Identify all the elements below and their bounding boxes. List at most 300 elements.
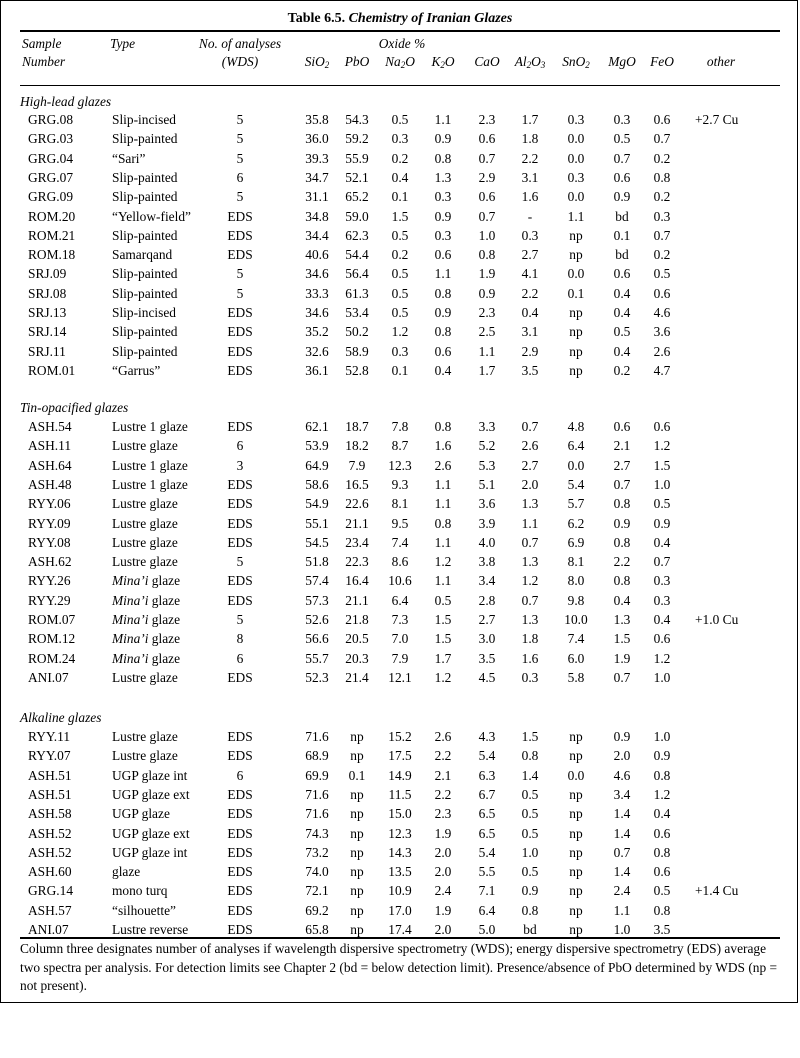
cell-sample: ASH.51 <box>28 786 72 802</box>
cell-sample: SRJ.11 <box>28 343 66 359</box>
cell-oxide-value: np <box>569 786 583 802</box>
cell-oxide-value: 52.3 <box>305 669 329 685</box>
cell-type: Samarqand <box>112 247 173 263</box>
cell-oxide-value: 1.1 <box>434 534 452 550</box>
cell-sample: RYY.26 <box>28 573 71 589</box>
cell-oxide-value: np <box>569 844 583 860</box>
cell-sample: SRJ.14 <box>28 324 67 340</box>
cell-oxide-value: np <box>569 922 583 937</box>
cell-oxide-value: 0.8 <box>521 748 539 764</box>
cell-oxide-value: 0.8 <box>653 767 671 783</box>
cell-type: Lustre 1 glaze <box>112 476 188 492</box>
cell-oxide-value: 10.6 <box>388 573 412 589</box>
cell-sample: ROM.01 <box>28 362 76 378</box>
cell-sample: ROM.18 <box>28 247 76 263</box>
cell-oxide-value: 17.4 <box>388 922 412 937</box>
cell-oxide-value: 0.0 <box>567 457 585 473</box>
cell-oxide-value: 0.9 <box>434 131 452 147</box>
cell-oxide-value: 1.5 <box>434 631 452 647</box>
cell-oxide-value: 21.1 <box>345 592 369 608</box>
cell-oxide-value: 0.5 <box>434 592 452 608</box>
cell-type: Slip-painted <box>112 189 178 205</box>
cell-oxide-value: 21.8 <box>345 612 369 627</box>
bottom-rule <box>20 937 780 939</box>
cell-oxide-value: 0.1 <box>348 767 366 783</box>
cell-oxide-value: 57.3 <box>305 592 329 608</box>
cell-other: +1.4 Cu <box>695 883 739 899</box>
table-title-prefix: Table 6.5. <box>287 11 346 26</box>
cell-oxide-value: 1.2 <box>434 554 452 570</box>
cell-oxide-value: 1.5 <box>434 612 452 627</box>
cell-oxide-value: 2.3 <box>434 806 452 822</box>
cell-oxide-value: 1.1 <box>478 343 496 359</box>
header-oxide-8: FeO <box>650 54 674 69</box>
cell-oxide-value: 15.2 <box>388 729 412 744</box>
cell-oxide-value: 0.3 <box>391 131 409 147</box>
cell-oxide-value: 2.6 <box>434 729 452 744</box>
cell-analyses: EDS <box>227 534 253 550</box>
cell-oxide-value: 12.1 <box>388 669 412 685</box>
cell-oxide-value: 0.4 <box>653 612 671 627</box>
cell-oxide-value: 9.5 <box>391 515 409 531</box>
cell-oxide-value: 58.9 <box>345 343 369 359</box>
cell-analyses: 5 <box>236 189 244 205</box>
cell-oxide-value: np <box>569 324 583 340</box>
cell-sample: ROM.20 <box>28 208 76 224</box>
cell-oxide-value: 12.3 <box>388 825 412 841</box>
cell-analyses: EDS <box>227 515 253 531</box>
cell-sample: GRG.08 <box>28 112 74 127</box>
cell-oxide-value: 0.7 <box>613 844 631 860</box>
cell-type: Lustre glaze <box>112 438 178 454</box>
cell-oxide-value: 1.8 <box>521 131 539 147</box>
cell-oxide-value: 0.0 <box>567 266 585 282</box>
cell-type: Slip-painted <box>112 266 178 282</box>
cell-oxide-value: 0.8 <box>434 150 452 166</box>
cell-oxide-value: 0.6 <box>613 266 631 282</box>
cell-type: “Yellow-field” <box>112 208 191 224</box>
cell-oxide-value: 2.7 <box>478 612 496 627</box>
cell-analyses: EDS <box>227 208 253 224</box>
cell-oxide-value: 3.5 <box>653 922 671 937</box>
cell-oxide-value: 0.2 <box>653 189 671 205</box>
cell-oxide-value: 14.3 <box>388 844 412 860</box>
cell-oxide-value: 1.4 <box>613 864 631 880</box>
cell-oxide-value: np <box>350 883 364 899</box>
cell-type: Mina’i glaze <box>112 631 181 647</box>
cell-oxide-value: 0.8 <box>653 169 671 185</box>
cell-oxide-value: 5.4 <box>478 748 496 764</box>
cell-oxide-value: np <box>569 806 583 822</box>
cell-oxide-value: 0.1 <box>613 227 631 243</box>
cell-oxide-value: 2.6 <box>521 438 539 454</box>
cell-analyses: EDS <box>227 864 253 880</box>
cell-oxide-value: 5.8 <box>567 669 585 685</box>
cell-oxide-value: 1.2 <box>391 324 409 340</box>
cell-oxide-value: 50.2 <box>345 324 369 340</box>
cell-oxide-value: np <box>569 825 583 841</box>
cell-oxide-value: 9.8 <box>567 592 585 608</box>
cell-oxide-value: 0.4 <box>613 343 631 359</box>
cell-oxide-value: 4.5 <box>478 669 496 685</box>
cell-oxide-value: 7.9 <box>348 457 366 473</box>
section-label: Tin-opacified glazes <box>20 400 129 415</box>
cell-type: mono turq <box>112 883 168 899</box>
cell-oxide-value: 0.2 <box>653 247 671 263</box>
cell-oxide-value: 2.6 <box>653 343 671 359</box>
cell-sample: ASH.54 <box>28 419 72 434</box>
cell-oxide-value: 0.4 <box>434 362 452 378</box>
cell-oxide-value: 6.9 <box>567 534 585 550</box>
cell-oxide-value: 2.0 <box>434 844 452 860</box>
header-oxide-4: CaO <box>474 54 500 69</box>
cell-oxide-value: 2.1 <box>434 767 452 783</box>
cell-type: Mina’i glaze <box>112 573 181 589</box>
table-footnote: Column three designates number of analyses if wavelength dispersive spectrometry (WDS); energy dispersive spectrometry (EDS) average two spectra per analysis. For detection limits see Chapter 2 (bd = below detection limit). Presence/absence of PbO determined by WDS (np = not present). <box>20 941 778 993</box>
cell-type: Slip-painted <box>112 169 178 185</box>
top-rule <box>20 30 780 32</box>
cell-sample: ASH.48 <box>28 476 72 492</box>
cell-oxide-value: 2.0 <box>521 476 539 492</box>
cell-oxide-value: 3.4 <box>478 573 496 589</box>
cell-oxide-value: 2.2 <box>434 786 452 802</box>
cell-oxide-value: 3.1 <box>521 324 539 340</box>
cell-oxide-value: 34.7 <box>305 169 329 185</box>
cell-oxide-value: 0.2 <box>391 150 409 166</box>
cell-oxide-value: 1.3 <box>521 612 539 627</box>
cell-oxide-value: 6.2 <box>567 515 585 531</box>
cell-oxide-value: 0.6 <box>478 189 496 205</box>
cell-oxide-value: 0.9 <box>613 189 631 205</box>
cell-oxide-value: 0.5 <box>653 883 671 899</box>
cell-oxide-value: 0.8 <box>521 902 539 918</box>
cell-oxide-value: 1.2 <box>653 438 671 454</box>
cell-oxide-value: 53.9 <box>305 438 329 454</box>
cell-sample: GRG.09 <box>28 189 74 205</box>
cell-type: UGP glaze ext <box>112 786 190 802</box>
cell-oxide-value: 0.9 <box>653 515 671 531</box>
cell-oxide-value: 0.8 <box>434 419 452 434</box>
cell-oxide-value: 36.0 <box>305 131 329 147</box>
cell-oxide-value: 22.3 <box>345 554 369 570</box>
cell-oxide-value: 0.0 <box>567 189 585 205</box>
cell-oxide-value: 5.2 <box>478 438 496 454</box>
cell-oxide-value: 0.6 <box>653 419 671 434</box>
cell-type: Slip-incised <box>112 112 176 127</box>
cell-analyses: EDS <box>227 786 253 802</box>
cell-oxide-value: 5.5 <box>478 864 496 880</box>
cell-oxide-value: 7.1 <box>478 883 496 899</box>
cell-oxide-value: 0.7 <box>521 592 539 608</box>
cell-oxide-value: 1.9 <box>478 266 496 282</box>
cell-oxide-value: 2.1 <box>613 438 631 454</box>
cell-oxide-value: 0.6 <box>653 864 671 880</box>
cell-oxide-value: 2.0 <box>613 748 631 764</box>
cell-analyses: EDS <box>227 573 253 589</box>
cell-oxide-value: 0.6 <box>478 131 496 147</box>
cell-oxide-value: 3.5 <box>478 650 496 666</box>
cell-oxide-value: 0.8 <box>653 902 671 918</box>
cell-oxide-value: 10.0 <box>564 612 588 627</box>
cell-oxide-value: 0.6 <box>613 419 631 434</box>
cell-sample: GRG.04 <box>28 150 74 166</box>
cell-oxide-value: 32.6 <box>305 343 329 359</box>
cell-oxide-value: 6.0 <box>567 650 585 666</box>
cell-oxide-value: 0.4 <box>391 169 409 185</box>
cell-oxide-value: 1.7 <box>434 650 452 666</box>
cell-oxide-value: 4.1 <box>521 266 539 282</box>
cell-oxide-value: 1.1 <box>434 266 452 282</box>
cell-other: +2.7 Cu <box>695 112 739 127</box>
cell-sample: ASH.52 <box>28 844 72 860</box>
header-oxide-3: $K_2O$ <box>431 54 455 70</box>
cell-oxide-value: 0.6 <box>613 169 631 185</box>
cell-analyses: EDS <box>227 902 253 918</box>
cell-oxide-value: 17.5 <box>388 748 412 764</box>
cell-oxide-value: 7.0 <box>391 631 409 647</box>
cell-oxide-value: 0.2 <box>613 362 631 378</box>
header-oxide-1: PbO <box>344 54 370 69</box>
cell-oxide-value: 54.3 <box>345 112 369 127</box>
cell-oxide-value: 0.6 <box>434 343 452 359</box>
cell-oxide-value: np <box>569 247 583 263</box>
cell-oxide-value: 9.3 <box>391 476 409 492</box>
cell-oxide-value: np <box>569 729 583 744</box>
cell-analyses: EDS <box>227 343 253 359</box>
cell-oxide-value: np <box>350 825 364 841</box>
cell-oxide-value: 59.0 <box>345 208 369 224</box>
cell-oxide-value: 4.3 <box>478 729 496 744</box>
cell-oxide-value: 72.1 <box>305 883 329 899</box>
cell-analyses: 5 <box>236 554 244 570</box>
cell-oxide-value: 2.8 <box>478 592 496 608</box>
header-oxide-0: SiO$_2$ <box>304 54 330 70</box>
cell-oxide-value: 6.4 <box>567 438 585 454</box>
cell-oxide-value: 0.5 <box>391 285 409 301</box>
cell-oxide-value: 0.5 <box>391 112 409 127</box>
cell-oxide-value: 1.1 <box>434 476 452 492</box>
cell-oxide-value: 2.5 <box>478 324 496 340</box>
cell-oxide-value: 4.8 <box>567 419 585 434</box>
cell-oxide-value: 0.5 <box>521 825 539 841</box>
cell-oxide-value: 35.8 <box>305 112 329 127</box>
cell-oxide-value: 1.5 <box>653 457 671 473</box>
cell-oxide-value: 0.3 <box>567 112 585 127</box>
cell-oxide-value: 0.3 <box>653 573 671 589</box>
cell-oxide-value: 1.0 <box>653 669 671 685</box>
cell-oxide-value: 2.3 <box>478 305 496 320</box>
cell-oxide-value: 0.8 <box>434 324 452 340</box>
cell-oxide-value: 7.9 <box>391 650 409 666</box>
cell-analyses: EDS <box>227 748 253 764</box>
cell-analyses: 5 <box>236 112 244 127</box>
cell-oxide-value: 13.5 <box>388 864 412 880</box>
header-number: Number <box>22 54 66 69</box>
cell-oxide-value: 1.2 <box>653 650 671 666</box>
cell-sample: ASH.58 <box>28 806 72 822</box>
cell-oxide-value: 5.7 <box>567 496 585 512</box>
cell-sample: ASH.60 <box>28 864 72 880</box>
cell-oxide-value: 33.3 <box>305 285 329 301</box>
cell-sample: ASH.52 <box>28 825 72 841</box>
cell-sample: RYY.06 <box>28 496 71 512</box>
cell-oxide-value: np <box>350 864 364 880</box>
cell-oxide-value: 0.5 <box>521 864 539 880</box>
cell-oxide-value: 3.4 <box>613 786 631 802</box>
cell-sample: ASH.11 <box>28 438 72 454</box>
cell-type: Lustre glaze <box>112 554 178 570</box>
cell-type: UGP glaze int <box>112 767 188 783</box>
cell-oxide-value: np <box>350 729 364 744</box>
header-type: Type <box>110 36 136 51</box>
cell-oxide-value: 6.3 <box>478 767 496 783</box>
cell-oxide-value: 40.6 <box>305 247 329 263</box>
cell-analyses: 6 <box>236 650 244 666</box>
cell-analyses: EDS <box>227 669 253 685</box>
cell-oxide-value: 10.9 <box>388 883 412 899</box>
cell-sample: GRG.03 <box>28 131 74 147</box>
cell-sample: ASH.51 <box>28 767 72 783</box>
cell-oxide-value: 0.7 <box>478 208 496 224</box>
cell-type: Lustre glaze <box>112 748 178 764</box>
cell-oxide-value: 3.9 <box>478 515 496 531</box>
cell-oxide-value: 3.0 <box>478 631 496 647</box>
cell-oxide-value: 0.9 <box>434 305 452 320</box>
cell-oxide-value: 0.7 <box>653 131 671 147</box>
cell-oxide-value: 1.1 <box>434 573 452 589</box>
cell-analyses: 5 <box>236 266 244 282</box>
cell-sample: RYY.29 <box>28 592 71 608</box>
cell-oxide-value: np <box>569 902 583 918</box>
cell-oxide-value: 1.4 <box>521 767 539 783</box>
cell-oxide-value: 6.5 <box>478 825 496 841</box>
cell-oxide-value: 0.3 <box>613 112 631 127</box>
cell-oxide-value: 17.0 <box>388 902 412 918</box>
cell-oxide-value: 1.3 <box>521 554 539 570</box>
cell-type: Mina’i glaze <box>112 592 181 608</box>
cell-analyses: 6 <box>236 767 244 783</box>
cell-oxide-value: 2.2 <box>521 285 539 301</box>
cell-oxide-value: 0.6 <box>653 285 671 301</box>
cell-oxide-value: 0.3 <box>521 669 539 685</box>
cell-oxide-value: 0.0 <box>567 767 585 783</box>
cell-sample: RYY.09 <box>28 515 71 531</box>
cell-analyses: EDS <box>227 362 253 378</box>
cell-oxide-value: 0.7 <box>613 669 631 685</box>
header-oxide: Oxide % <box>378 36 426 51</box>
cell-analyses: 6 <box>236 169 244 185</box>
cell-oxide-value: - <box>527 208 533 224</box>
cell-analyses: 5 <box>236 150 244 166</box>
cell-oxide-value: 1.1 <box>613 902 631 918</box>
cell-oxide-value: 2.7 <box>613 457 631 473</box>
cell-oxide-value: 0.7 <box>521 419 539 434</box>
cell-oxide-value: 55.1 <box>305 515 329 531</box>
cell-oxide-value: 0.5 <box>521 786 539 802</box>
cell-sample: SRJ.09 <box>28 266 67 282</box>
cell-oxide-value: bd <box>523 922 537 937</box>
cell-oxide-value: 1.2 <box>653 786 671 802</box>
cell-type: UGP glaze ext <box>112 825 190 841</box>
cell-oxide-value: 1.9 <box>434 825 452 841</box>
cell-oxide-value: np <box>569 864 583 880</box>
header-rule <box>20 85 780 86</box>
cell-oxide-value: 55.7 <box>305 650 329 666</box>
cell-oxide-value: 4.6 <box>613 767 631 783</box>
cell-sample: GRG.14 <box>28 883 74 899</box>
cell-oxide-value: 39.3 <box>305 150 329 166</box>
cell-oxide-value: 69.9 <box>305 767 329 783</box>
header-analyses: No. of analyses <box>198 36 282 51</box>
cell-analyses: EDS <box>227 496 253 512</box>
cell-sample: RYY.07 <box>28 748 71 764</box>
cell-oxide-value: 0.3 <box>521 227 539 243</box>
cell-sample: ROM.07 <box>28 612 76 627</box>
cell-oxide-value: 0.2 <box>391 247 409 263</box>
cell-oxide-value: 1.7 <box>521 112 539 127</box>
cell-oxide-value: 0.5 <box>521 806 539 822</box>
cell-oxide-value: 34.6 <box>305 305 329 320</box>
cell-oxide-value: 0.5 <box>613 324 631 340</box>
cell-oxide-value: np <box>350 922 364 937</box>
cell-oxide-value: 0.0 <box>567 131 585 147</box>
cell-oxide-value: 0.6 <box>653 825 671 841</box>
cell-oxide-value: 2.3 <box>478 112 496 127</box>
cell-oxide-value: 1.2 <box>434 669 452 685</box>
cell-oxide-value: bd <box>615 208 629 224</box>
cell-oxide-value: 0.8 <box>613 496 631 512</box>
cell-oxide-value: 1.6 <box>521 189 539 205</box>
cell-oxide-value: 34.8 <box>305 208 329 224</box>
cell-oxide-value: 5.3 <box>478 457 496 473</box>
cell-oxide-value: 6.7 <box>478 786 496 802</box>
cell-oxide-value: 51.8 <box>305 554 329 570</box>
cell-type: Lustre glaze <box>112 515 178 531</box>
cell-type: “Garrus” <box>112 362 161 378</box>
cell-other: +1.0 Cu <box>695 612 739 627</box>
cell-oxide-value: 2.9 <box>521 343 539 359</box>
cell-oxide-value: 36.1 <box>305 362 329 378</box>
cell-oxide-value: 1.5 <box>521 729 539 744</box>
cell-oxide-value: bd <box>615 247 629 263</box>
cell-analyses: 5 <box>236 612 244 627</box>
cell-oxide-value: 5.4 <box>567 476 585 492</box>
cell-oxide-value: 0.4 <box>521 305 539 320</box>
cell-oxide-value: 0.8 <box>478 247 496 263</box>
cell-oxide-value: 18.7 <box>345 419 369 434</box>
cell-oxide-value: 1.1 <box>567 208 585 224</box>
cell-sample: SRJ.13 <box>28 305 67 320</box>
header-sample: Sample <box>22 36 62 51</box>
cell-type: Mina’i glaze <box>112 612 181 627</box>
section-label: Alkaline glazes <box>20 710 102 725</box>
cell-oxide-value: 21.1 <box>345 515 369 531</box>
cell-type: Lustre reverse <box>112 922 189 937</box>
cell-analyses: 5 <box>236 285 244 301</box>
cell-oxide-value: 31.1 <box>305 189 329 205</box>
cell-oxide-value: 8.6 <box>391 554 409 570</box>
cell-oxide-value: 0.7 <box>653 227 671 243</box>
cell-oxide-value: 2.7 <box>521 457 539 473</box>
cell-sample: ANI.07 <box>28 922 69 937</box>
cell-oxide-value: 2.4 <box>613 883 631 899</box>
header-oxide-5: $Al_2O_3$ <box>514 54 546 70</box>
cell-oxide-value: 1.0 <box>653 729 671 744</box>
cell-oxide-value: 64.9 <box>305 457 329 473</box>
cell-oxide-value: 56.4 <box>345 266 369 282</box>
cell-oxide-value: 0.8 <box>613 534 631 550</box>
cell-oxide-value: 56.6 <box>305 631 329 647</box>
